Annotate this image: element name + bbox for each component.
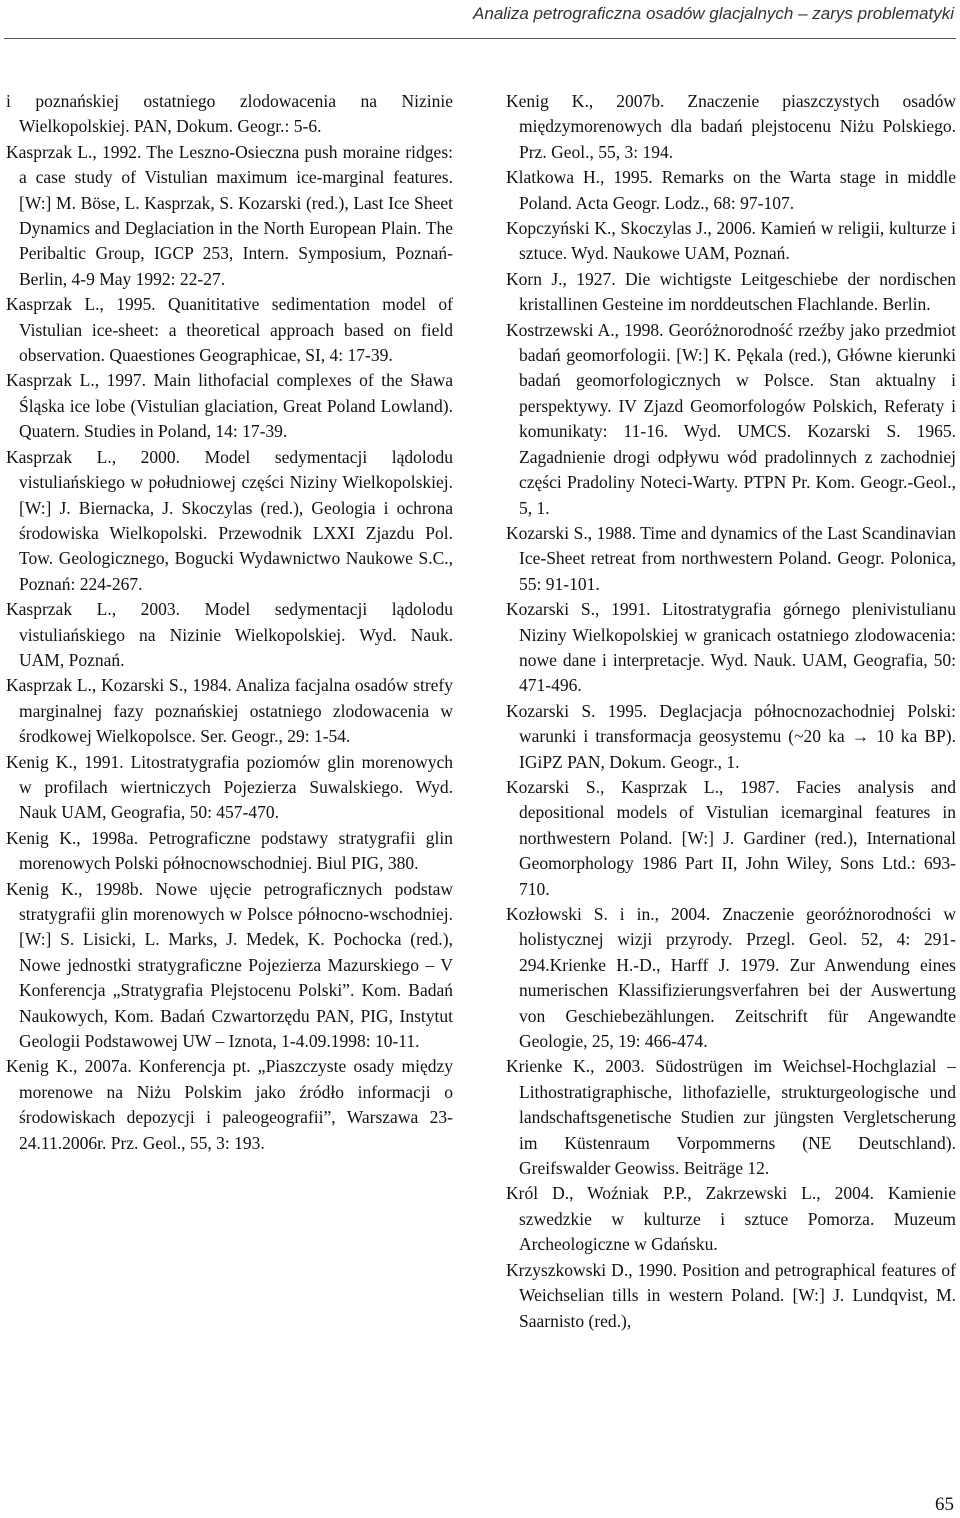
reference-entry: Kasprzak L., 1992. The Leszno-Osieczna push moraine ridges: a case study of Vistulian maximum ice-marginal features. [W:] M. Böse, L. Kasprzak, S. Kozarski (red.), Last Ice Sheet Dynamics and Deglaciation in the North European Plain. The Peribaltic Group, IGCP 253, Intern. Symposium, Poznań-Berlin, 4-9 May 1992: 22-27. (6, 141, 453, 289)
references-left-column (6, 89, 453, 1156)
reference-entry: Kenig K., 1998b. Nowe ujęcie petrograficznych podstaw stratygrafii glin morenowych w Polsce północno-wschodniej. [W:] S. Lisicki, L. Marks, J. Medek, K. Pochocka (red.), Nowe jednostki stratygraficzne Pojezierza Mazurskiego – V Konferencja „Stratygrafia Plejstocenu Polski”. Kom. Badań Naukowych, Kom. Badań Czwartorzędu PAN, PIG, Instytut Geologii Podstawowej UW – Iznota, 1-4.09.1998: 10-11. (6, 878, 453, 1052)
reference-entry: Krzyszkowski D., 1990. Position and petrographical features of Weichselian tills in western Poland. [W:] J. Lundqvist, M. Saarnisto (red.), (506, 1259, 956, 1331)
reference-entry: Kasprzak L., Kozarski S., 1984. Analiza facjalna osadów strefy marginalnej fazy poznańskiej ostatniego zlodowacenia w środkowej Wielkopolsce. Ser. Geogr., 29: 1-54. (6, 675, 453, 747)
reference-entry: i poznańskiej ostatniego zlodowacenia na Nizinie Wielkopolskiej. PAN, Dokum. Geogr.: 5-6. (6, 91, 453, 137)
reference-entry: Kozarski S. 1995. Deglacjacja północnozachodniej Polski: warunki i transformacja geosystemu (~20 ka → 10 ka BP). IGiPZ PAN, Dokum. Geogr., 1. (506, 700, 956, 772)
reference-entry: Kopczyński K., Skoczylas J., 2006. Kamień w religii, kulturze i sztuce. Wyd. Naukowe UAM, Poznań. (506, 218, 956, 264)
reference-entry: Klatkowa H., 1995. Remarks on the Warta stage in middle Poland. Acta Geogr. Lodz., 68: 97-107. (506, 167, 956, 213)
page-number: 65 (935, 1494, 954, 1515)
header-divider (4, 38, 956, 39)
reference-entry: Kenig K., 1991. Litostratygrafia poziomów glin morenowych w profilach wiertniczych Pojezierza Suwalskiego. Wyd. Nauk UAM, Geografia, 50: 457-470. (6, 751, 453, 823)
running-header-title: Analiza petrograficzna osadów glacjalnych – zarys problematyki (473, 4, 954, 23)
reference-entry: Kozarski S., Kasprzak L., 1987. Facies analysis and depositional models of Vistulian icemarginal features in northwestern Poland. [W:] J. Gardiner (red.), International Geomorphology 1986 Part II, John Wiley, Sons Ltd.: 693-710. (506, 776, 956, 899)
reference-entry: Król D., Woźniak P.P., Zakrzewski L., 2004. Kamienie szwedzkie w kulturze i sztuce Pomorza. Muzeum Archeologiczne w Gdańsku. (506, 1183, 956, 1255)
reference-entry: Kasprzak L., 2000. Model sedymentacji lądolodu vistuliańskiego w południowej części Niziny Wielkopolskiej. [W:] J. Biernacka, J. Skoczylas (red.), Geologia i ochrona środowiska Wielkopolski. Przewodnik LXXI Zjazdu Pol. Tow. Geologicznego, Bogucki Wydawnictwo Naukowe S.C., Poznań: 224-267. (6, 446, 453, 594)
reference-entry: Kenig K., 2007a. Konferencja pt. „Piaszczyste osady między morenowe na Niżu Polskim jako źródło informacji o środowiskach depozycji i paleogeografii”, Warszawa 23-24.11.2006r. Prz. Geol., 55, 3: 193. (6, 1056, 453, 1153)
reference-entry: Kenig K., 1998a. Petrograficzne podstawy stratygrafii glin morenowych Polski północnowschodniej. Biul PIG, 380. (6, 827, 453, 874)
reference-entry: Kasprzak L., 2003. Model sedymentacji lądolodu vistuliańskiego na Nizinie Wielkopolskiej. Wyd. Nauk. UAM, Poznań. (6, 599, 453, 670)
reference-entry: Kozłowski S. i in., 2004. Znaczenie georóżnorodności w holistycznej wizji przyrody. Przegl. Geol. 52, 4: 291-294.Krienke H.-D., Harff J. 1979. Zur Anwendung eines numerischen Klassifizierungsverfahren bei der Auswertung von Geschiebezählungen. Zeitschrift für Angewandte Geologie, 25, 19: 466-474. (506, 904, 956, 1052)
reference-entry: Kozarski S., 1991. Litostratygrafia górnego plenivistulianu Niziny Wielkopolskiej w granicach ostatniego zlodowacenia: nowe dane i interpretacje. Wyd. Nauk. UAM, Geografia, 50: 471-496. (506, 599, 956, 696)
reference-entry: Kenig K., 2007b. Znaczenie piaszczystych osadów międzymorenowych dla badań plejstocenu Niżu Polskiego. Prz. Geol., 55, 3: 194. (506, 91, 956, 162)
reference-entry: Kasprzak L., 1997. Main lithofacial complexes of the Sława Śląska ice lobe (Vistulian glaciation, Great Poland Lowland). Quatern. Studies in Poland, 14: 17-39. (6, 370, 453, 442)
reference-entry: Krienke K., 2003. Südostrügen im Weichsel-Hochglazial – Lithostratigraphische, lithofazielle, strukturgeologische und landschaftsgenetische Studien zur jüngsten Vergletscherung im Küstenraum Vorpommerns (NE Deutschland). Greifswalder Geowiss. Beiträge 12. (506, 1056, 956, 1179)
references-right-column (506, 89, 956, 1334)
reference-entry: Kozarski S., 1988. Time and dynamics of the Last Scandinavian Ice-Sheet retreat from northwestern Poland. Geogr. Polonica, 55: 91-101. (506, 522, 956, 594)
reference-entry: Kostrzewski A., 1998. Georóżnorodność rzeźby jako przedmiot badań geomorfologii. [W:] K. Pękala (red.), Główne kierunki badań geomorfologicznych w Polsce. Stan aktualny i perspektywy. IV Zjazd Geomorfologów Polskich, Referaty i komunikaty: 11-16. Wyd. UMCS. Kozarski S. 1965. Zagadnienie drogi odpływu wód pradolinnych z zachodniej części Pradoliny Noteci-Warty. PTPN Pr. Kom. Geogr.-Geol., 5, 1. (506, 319, 956, 518)
reference-entry: Kasprzak L., 1995. Quanititative sedimentation model of Vistulian ice-sheet: a theoretical approach based on field observation. Quaestiones Geographicae, SI, 4: 17-39. (6, 294, 453, 366)
reference-entry: Korn J., 1927. Die wichtigste Leitgeschiebe der nordischen kristallinen Gesteine im norddeutschen Flachlande. Berlin. (506, 268, 956, 315)
